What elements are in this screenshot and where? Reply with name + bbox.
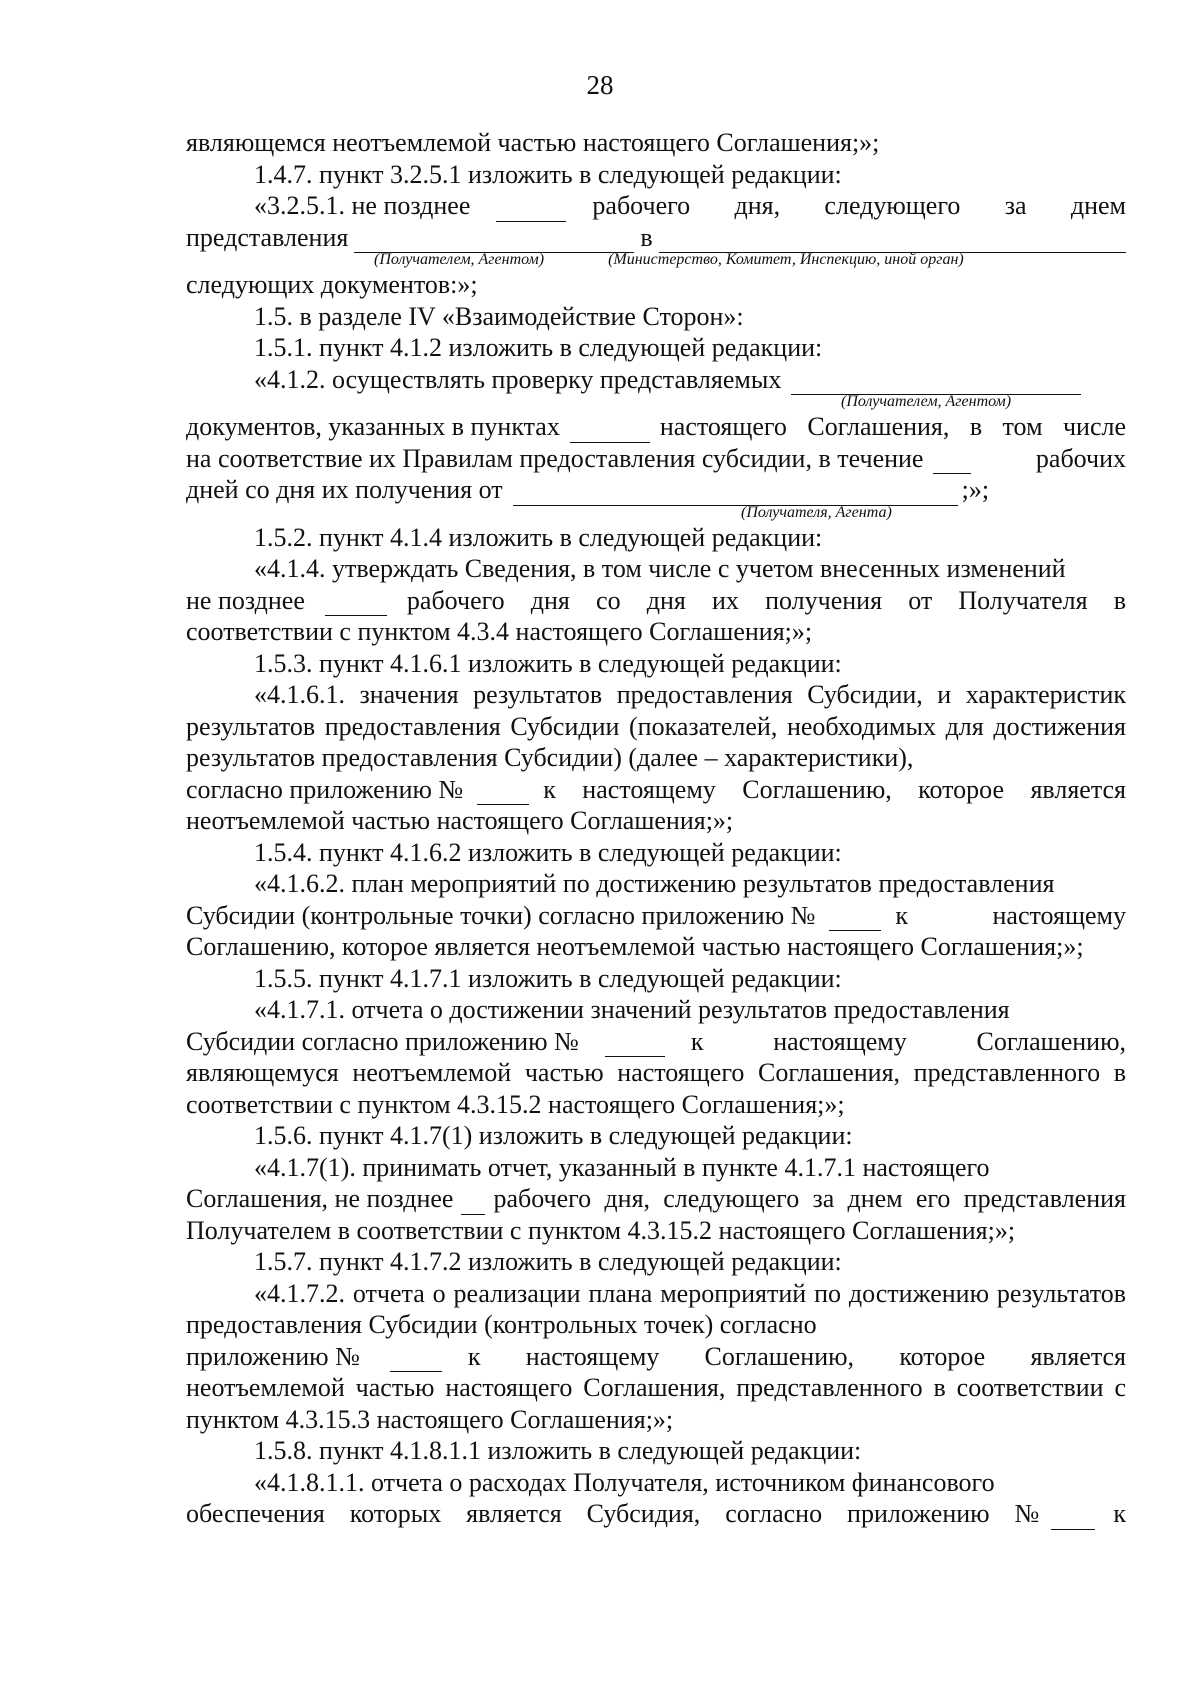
paragraph-line: Получателем в соответствии с пунктом 4.3.15.2 настоящего Соглашения;»; — [186, 1215, 1016, 1245]
paragraph-line — [186, 774, 1126, 806]
paragraph-line: соответствии с пунктом 4.3.4 настоящего Соглашения;»; — [186, 617, 813, 646]
text-fragment: рабочего дня со дня их получения от Получателя в — [406, 585, 1126, 615]
text-fragment: к настоящему Соглашению, которое является — [467, 1341, 1126, 1371]
field-caption: (Получателя, Агента) — [741, 503, 892, 521]
paragraph-line — [186, 443, 1126, 475]
text-fragment: дней со дня их получения от — [186, 475, 503, 504]
blank-field — [933, 451, 971, 474]
paragraph-line — [186, 900, 1126, 932]
text-fragment: на соответствие их Правилам предоставления субсидии, в течение — [186, 443, 924, 473]
paragraph-line: «4.1.4. утверждать Сведения, в том числе с учетом внесенных изменений — [254, 554, 1066, 583]
paragraph-line — [186, 585, 1126, 617]
paragraph-line: «4.1.7.1. отчета о достижении значений результатов предоставления — [254, 995, 1010, 1024]
paragraph-heading: 1.5.7. пункт 4.1.7.2 изложить в следующей редакции: — [254, 1247, 842, 1276]
text-fragment: «4.1.2. осуществлять проверку представляемых — [254, 364, 782, 394]
text-fragment: согласно приложению № — [186, 774, 464, 804]
field-caption: (Министерство, Комитет, Инспекцию, иной орган) — [608, 251, 964, 268]
paragraph-line: являющемуся неотъемлемой частью настоящего Соглашения, представленного в соответствии с пунктом 4.3.15.2 настоящего Соглашения;»; — [186, 1058, 1126, 1119]
paragraph-line — [186, 222, 1126, 254]
text-fragment: Соглашения, не позднее — [186, 1184, 454, 1213]
paragraph-line: неотъемлемой частью настоящего Соглашения;»; — [186, 806, 734, 835]
paragraph-line — [186, 474, 1126, 506]
paragraph-line: «4.1.8.1.1. отчета о расходах Получателя, источником финансового — [254, 1467, 995, 1497]
field-caption-row — [186, 251, 1126, 269]
text-fragment: «3.2.5.1. не позднее — [254, 191, 471, 220]
blank-field — [791, 372, 1081, 395]
paragraph-heading: 1.5.2. пункт 4.1.4 изложить в следующей редакции: — [254, 522, 823, 552]
paragraph-line: «4.1.6.1. значения результатов предоставления Субсидии, и характеристик результатов предоставления Субсидии (показателей, необходимых для достижения результатов предоставления Субсидии) (далее – характеристики), — [186, 680, 1126, 772]
text-fragment: в — [640, 222, 653, 252]
paragraph-line — [186, 1026, 1126, 1058]
blank-field — [513, 483, 958, 506]
paragraph-line — [186, 364, 1126, 396]
blank-field — [605, 1034, 665, 1057]
page-number: 28 — [586, 70, 614, 100]
blank-field-authority — [659, 230, 1126, 253]
text-fragment: рабочих — [1035, 443, 1126, 473]
paragraph-heading: 1.5. в разделе IV «Взаимодействие Сторон»: — [254, 301, 744, 331]
paragraph-heading: 1.5.5. пункт 4.1.7.1 изложить в следующей редакции: — [254, 963, 842, 993]
field-caption: (Получателем, Агентом) — [374, 251, 545, 268]
text-fragment: обеспечения которых является Субсидия, согласно приложению № — [186, 1499, 1040, 1528]
text-fragment: приложению № — [186, 1341, 360, 1371]
paragraph-line — [186, 1341, 1126, 1373]
blank-field — [325, 593, 387, 616]
blank-field — [1051, 1507, 1095, 1530]
text-fragment: рабочего дня, следующего за днем — [592, 191, 1126, 220]
paragraph-heading: 1.5.4. пункт 4.1.6.2 изложить в следующей редакции: — [254, 837, 842, 867]
paragraph-line: «4.1.7.2. отчета о реализации плана мероприятий по достижению результатов предоставления Субсидии (контрольных точек) согласно — [186, 1278, 1126, 1339]
blank-field-recipient — [354, 230, 634, 253]
paragraph-heading: 1.5.3. пункт 4.1.6.1 изложить в следующей редакции: — [254, 648, 842, 678]
text-fragment: к настоящему — [895, 900, 1126, 930]
document-body — [186, 127, 1126, 1530]
text-fragment: представления — [186, 222, 349, 252]
paragraph-line: Соглашению, которое является неотъемлемой частью настоящего Соглашения;»; — [186, 932, 1084, 961]
field-caption: (Получателем, Агентом) — [841, 393, 1012, 410]
blank-field — [461, 1192, 485, 1215]
text-fragment: документов, указанных в пунктах — [186, 412, 560, 441]
blank-field — [570, 420, 650, 443]
text-fragment: настоящего Соглашения, в том числе — [659, 412, 1126, 441]
paragraph-line — [186, 411, 1126, 443]
paragraph-line: являющемся неотъемлемой частью настоящего Соглашения;»; — [186, 128, 880, 157]
field-caption-row — [186, 504, 1126, 522]
text-fragment: ;»; — [961, 475, 990, 504]
paragraph-heading: 1.5.1. пункт 4.1.2 изложить в следующей редакции: — [254, 333, 823, 362]
paragraph-line: неотъемлемой частью настоящего Соглашения, представленного в соответствии с пунктом 4.3.15.3 настоящего Соглашения;»; — [186, 1373, 1126, 1434]
blank-field — [390, 1349, 442, 1372]
text-fragment: к — [1113, 1499, 1126, 1528]
text-fragment: Субсидии (контрольные точки) согласно приложению № — [186, 900, 816, 930]
paragraph-line: «4.1.7(1). принимать отчет, указанный в пункте 4.1.7.1 настоящего — [254, 1152, 990, 1182]
paragraph-heading: 1.5.8. пункт 4.1.8.1.1 изложить в следующей редакции: — [254, 1436, 862, 1465]
field-caption-row — [186, 393, 1126, 411]
paragraph-line — [186, 1183, 1126, 1215]
text-fragment: не позднее — [186, 585, 305, 615]
paragraph-line — [186, 190, 1126, 222]
paragraph-line: следующих документов:»; — [186, 270, 478, 299]
blank-field — [496, 199, 566, 222]
text-fragment: к настоящему Соглашению, которое является — [543, 774, 1126, 804]
paragraph-heading: 1.5.6. пункт 4.1.7(1) изложить в следующей редакции: — [254, 1121, 853, 1150]
blank-field — [829, 908, 881, 931]
text-fragment: рабочего дня, следующего за днем его представления — [493, 1184, 1126, 1213]
blank-field — [477, 782, 529, 805]
paragraph-heading: 1.4.7. пункт 3.2.5.1 изложить в следующей редакции: — [254, 159, 842, 189]
paragraph-line — [186, 1498, 1126, 1530]
paragraph-line: «4.1.6.2. план мероприятий по достижению результатов предоставления — [254, 869, 1055, 898]
text-fragment: к настоящему Соглашению, — [690, 1026, 1126, 1056]
text-fragment: Субсидии согласно приложению № — [186, 1026, 579, 1056]
